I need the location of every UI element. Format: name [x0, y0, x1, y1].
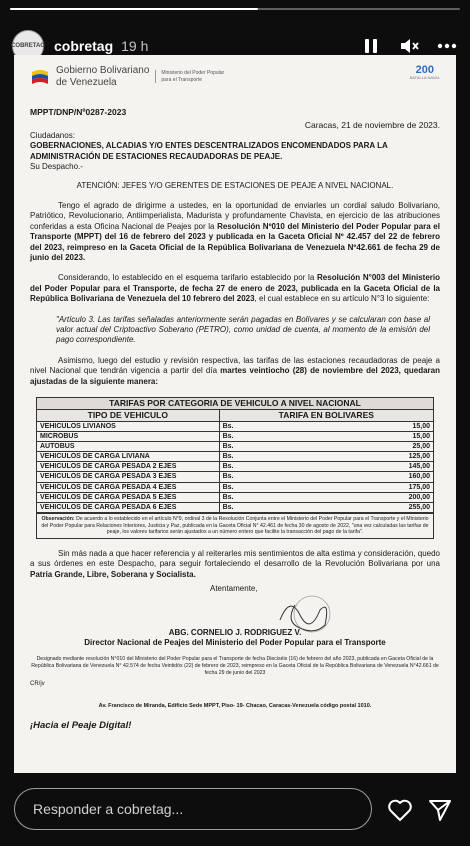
speaker-muted-icon[interactable] [398, 35, 420, 57]
currency-cell: Bs. [219, 472, 378, 482]
vehicle-type-cell: VEHICULOS LIVIANOS [37, 422, 220, 432]
paragraph-3 [30, 356, 440, 387]
reply-placeholder: Responder a cobretag... [33, 801, 184, 817]
vehicle-type-cell: MICROBUS [37, 432, 220, 442]
vehicle-type-cell: AUTOBUS [37, 442, 220, 452]
despacho: Su Despacho.- [30, 162, 83, 172]
initials: CR/jv [30, 681, 45, 688]
salutation: Ciudadanos: [30, 131, 75, 141]
currency-cell: Bs. [219, 502, 378, 512]
paragraph-1 [30, 201, 440, 263]
government-name [56, 65, 149, 88]
currency-cell: Bs. [219, 432, 378, 442]
gov-line-2: de Venezuela [56, 76, 117, 88]
paragraph-2 [30, 273, 440, 304]
closing-text: Sin más nada a que hacer referencia y al reiterarles mis sentimientos de alta estima y consideración, quedo a sus órdenes en este Despacho, para seguir fortaleciendo el desarrollo de la Revolución Bolivariana por una [30, 549, 440, 569]
currency-cell: Bs. [219, 482, 378, 492]
currency-cell: Bs. [219, 442, 378, 452]
signature-block [30, 584, 440, 654]
document-reference: MPPT/DNP/Nº0287-2023 [30, 107, 127, 117]
column-header-vehicle: TIPO DE VEHICULO [37, 409, 220, 421]
amount-cell: 15,00 [378, 432, 434, 442]
vehicle-type-cell: VEHICULOS DE CARGA PESADA 6 EJES [37, 502, 220, 512]
signer-title: Director Nacional de Peajes del Ministerio del Poder Popular para el Transporte [84, 638, 386, 648]
observation-label: Observación: [41, 515, 75, 522]
time-ago: 19 h [121, 38, 149, 54]
paragraph-1-text: Tengo el agrado de dirigirme a ustedes, en la oportunidad de enviarles un cordial saludo Bolivariano, Patriótico, Revolucionario, Antiimperialista, Madurista y profundamente Chavista, en ejercicio de las atribuciones conferidas a esta Oficina Nacional de Peajes por la [30, 201, 440, 231]
atentamente: Atentamente, [210, 584, 258, 594]
header-controls [360, 35, 458, 57]
anniversary-number: 200 [415, 64, 434, 76]
more-horizontal-icon[interactable] [436, 35, 458, 57]
table-row [37, 482, 434, 492]
avatar[interactable]: COBRETAG [12, 30, 44, 62]
amount-cell: 255,00 [378, 502, 434, 512]
table-row [37, 492, 434, 502]
amount-cell: 200,00 [378, 492, 434, 502]
tariff-table [36, 397, 434, 513]
currency-cell: Bs. [219, 462, 378, 472]
table-row [37, 432, 434, 442]
tariff-table-caption: TARIFAS POR CATEGORIA DE VEHICULO A NIVEL NACIONAL [37, 397, 434, 409]
observation-text: De acuerdo a lo establecido en el artículo N°9, ordinal 3 de la Resolución Conjunta entre el Ministerio del Poder Popular para el Transporte y el Ministerio del Poder Popular para Relaciones Interiores, Justicia y Paz, publicada en la Gaceta Oficial N° 42.461 de fecha 30 de agosto de 2022, "una vez calculadas las tarifas de peaje, los valores tarifarios serán ajustados a un número entero que facilite la transacción del pago de la tarifa". [41, 515, 429, 536]
story-progress-bar [10, 8, 460, 10]
send-icon[interactable] [426, 796, 454, 824]
amount-cell: 145,00 [378, 462, 434, 472]
table-row [37, 472, 434, 482]
currency-cell: Bs. [219, 422, 378, 432]
ministry-line-2: para el Transporte [161, 76, 202, 83]
footer-address: Av. Francisco de Miranda, Edificio Sede MPPT, Piso- 19- Chacao, Caracas-Venezuela código postal 1010. [98, 703, 372, 710]
government-logo [30, 65, 224, 88]
vehicle-type-cell: VEHICULOS DE CARGA PESADA 2 EJES [37, 462, 220, 472]
vehicle-type-cell: VEHICULOS DE CARGA PESADA 3 EJES [37, 472, 220, 482]
letterhead [30, 65, 440, 99]
anniversary-logo [410, 65, 440, 80]
table-observation [36, 513, 434, 539]
amount-cell: 125,00 [378, 452, 434, 462]
table-row [37, 442, 434, 452]
amount-cell: 15,00 [378, 422, 434, 432]
vehicle-type-cell: VEHICULOS DE CARGA PESADA 4 EJES [37, 482, 220, 492]
document-date: Caracas, 21 de noviembre de 2023. [304, 120, 440, 131]
anniversary-caption: BATALLA NAVAL [409, 75, 440, 80]
table-row [37, 422, 434, 432]
table-row [37, 452, 434, 462]
currency-cell: Bs. [219, 452, 378, 462]
vehicle-type-cell: VEHICULOS DE CARGA LIVIANA [37, 452, 220, 462]
paragraph-2-bold: Resolución N°003 del Ministerio del Poder Popular para el Transporte, de fecha 27 de enero de 2023, publicada en la Gaceta Oficial de la República Bolivariana de Venezuela del 10 febrero del 2023 [30, 273, 441, 304]
ministry-line-1: Ministerio del Poder Popular [161, 70, 225, 76]
paragraph-2-text: Considerando, lo establecido en el esquema tarifario establecido por la [58, 273, 318, 283]
footer-slogan: ¡Hacia el Peaje Digital! [30, 720, 132, 732]
paragraph-2-tail: , el cual establece en su artículo N°3 lo siguiente: [254, 294, 430, 304]
document-image [14, 55, 456, 773]
signer-name: ABG. CORNELIO J. RODRIGUEZ V. [168, 628, 302, 638]
paragraph-3-text: Asimismo, luego del estudio y revisión respectiva, las tarifas de las estaciones recaudadoras de peaje a nivel Nacional que tendrán vigencia a partir del día [30, 355, 440, 376]
article-quote: "Artículo 3. Las tarifas señaladas anteriormente serán pagadas en Bolívares y se calcularan con base al valor actual del Criptoactivo Soberano (PETRO), como unidad de cuenta, al momento de la emisión del pago correspondiente. [56, 314, 430, 345]
closing-paragraph [30, 549, 440, 580]
amount-cell: 175,00 [378, 482, 434, 492]
tariff-rows [37, 422, 434, 513]
currency-cell: Bs. [219, 492, 378, 502]
table-row [37, 462, 434, 472]
addressee: GOBERNACIONES, ALCADIAS Y/O ENTES DESCENTRALIZADOS ENCOMENDADOS PARA LA ADMINISTRACIÓN DE ESTACIONES RECAUDADORAS DE PEAJE. [30, 141, 388, 161]
flag-icon [30, 68, 50, 86]
gov-line-1: Gobierno Bolivariano [56, 65, 150, 76]
designation-text: Designado mediante resolución N°010 del Ministerio del Poder Popular para el Transporte de fecha Dieciséis (16) de febrero del año 2023, publicada en Gaceta Oficial de la República Bolivariana de Venezuela N° 42.574 de fecha Veintidós (22) de febrero de 2023, reimpreso en la Gaceta Oficial de la República Bolivariana de Venezuela N°42.661 de fecha 29 de junio del 2023 [31, 656, 439, 677]
paragraph-1-bold: Resolución Nº010 del Ministerio del Poder Popular para el Transporte (MPPT) del 16 de febrero del 2023 y publicada en la Gaceta Oficial Nº 42.457 del 22 de febrero del 2023, reimpreso en la Gaceta Oficial de la República Bolivariana de Venezuela Nº42.661 de fecha 29 de junio del 2023. [30, 221, 440, 262]
vehicle-type-cell: VEHICULOS DE CARGA PESADA 5 EJES [37, 492, 220, 502]
paragraph-3-bold: martes veintiocho (28) de noviembre del 2023, quedaran ajustadas de la siguiente manera: [30, 366, 441, 386]
reply-input[interactable] [14, 788, 372, 830]
amount-cell: 25,00 [378, 442, 434, 452]
closing-bold: Patria Grande, Libre, Soberana y Socialista. [30, 569, 196, 579]
ministry-name [155, 70, 224, 83]
column-header-tariff: TARIFA EN BOLIVARES [219, 409, 433, 421]
table-row [37, 502, 434, 512]
story-progress-fill [10, 8, 258, 10]
pause-icon[interactable] [360, 35, 382, 57]
amount-cell: 160,00 [378, 472, 434, 482]
username[interactable]: cobretag [54, 38, 114, 54]
heart-icon[interactable] [386, 796, 414, 824]
attention-line: ATENCIÓN: JEFES Y/O GERENTES DE ESTACIONES DE PEAJE A NIVEL NACIONAL. [76, 180, 394, 190]
